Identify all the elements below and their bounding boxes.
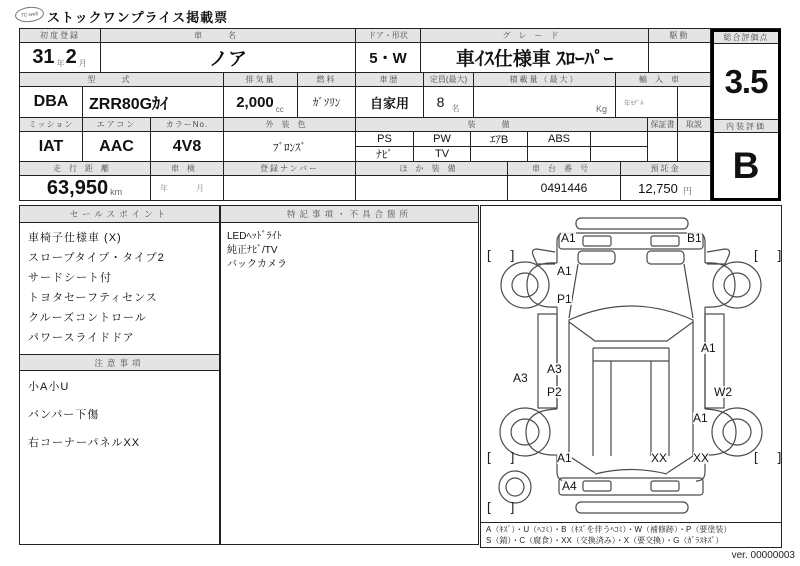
remarks-header: 特記事項・不具合箇所 [221,206,478,223]
equipment-cell-ps: PS [356,132,414,147]
cautions-header: 注意事項 [20,354,219,371]
mission-label: ミッション [20,118,83,132]
caution-item: 小A小U [28,381,70,393]
first-registration-label: 初度登録 [20,29,101,43]
displacement-value: 2,000 [236,93,274,111]
damage-label: XX [693,451,710,465]
ext-color-cell: ﾌﾞﾛﾝｽﾞ [224,132,356,162]
tailgate [559,478,703,495]
displacement-cell [224,87,298,118]
windshield [569,306,693,341]
deposit-label: 預託金 [621,162,711,176]
sales-point-item: パワースライドドア [28,332,135,344]
damage-diagram-box [480,205,782,548]
sales-points-header: セールスポイント [20,206,219,223]
interior-score-cell [714,133,778,198]
main-table [19,28,781,201]
rear-bumper [576,502,688,513]
import-flag-cell [678,87,711,118]
equipment-cell-blank1 [591,132,648,147]
capacity-unit: 名 [451,104,460,113]
model-code-cell: ZRR80Gｶｲ [83,87,224,118]
fuel-label: 燃料 [298,73,356,87]
chassis-no-cell: 0491446 [508,176,621,201]
damage-legend [481,522,781,547]
manual-cell [678,132,711,162]
caution-item: バンパー下傷 [28,409,100,421]
fuel-cell: ｶﾞｿﾘﾝ [298,87,356,118]
warranty-label: 保証書 [648,118,678,132]
interior-score-label: 内装評価 [714,119,778,133]
c-pillars [569,456,693,473]
equipment-cell-abs: ABS [528,132,591,147]
damage-label: A4 [562,479,577,493]
grade-label: グレード [421,29,649,43]
equipment-label: 装備 [356,118,648,132]
chassis-no-label: 車台番号 [508,162,621,176]
equipment-cell-blank3 [528,147,591,162]
equipment-cell-blank4 [591,147,648,162]
remark-item: LEDﾍｯﾄﾞﾗｲﾄ [227,231,282,242]
remarks-box [220,205,479,545]
overall-score-label: 総合評価点 [714,32,778,44]
damage-label: A1 [693,411,708,425]
mileage-label: 走行距離 [20,162,151,176]
damage-label: XX [651,451,668,465]
sales-point-item: スロープタイプ・タイプ2 [28,252,165,264]
damage-label: A1 [557,451,572,465]
deposit-unit: 円 [682,186,692,196]
deposit-cell [621,176,711,201]
manual-label: 取説 [678,118,711,132]
other-equipment-label: ほか装備 [356,162,508,176]
score-box [711,29,781,201]
damage-label: A1 [701,341,716,355]
first-reg-month-unit: 月 [78,59,87,68]
mileage-unit: km [110,187,123,197]
capacity-value: 8 [436,94,445,110]
damage-label: P1 [557,292,572,306]
headlight-right [647,251,684,264]
damage-label: W2 [714,385,732,399]
front-bumper [576,218,688,229]
damage-label: A1 [557,264,572,278]
mirror-left [533,249,556,264]
load-label: 積載量（最大） [474,73,616,87]
inspection-label: 車検 [151,162,224,176]
sales-points-box [19,205,220,545]
drive-cell [649,43,711,73]
model-prefix-cell: DBA [20,87,83,118]
remark-item: 純正ﾅﾋﾞ/TV [227,245,278,256]
import-car-label: 輸入車 [616,73,711,87]
import-model-year-cell [616,87,678,118]
damage-label: B1 [687,231,702,245]
history-cell: 自家用 [356,87,424,118]
car-name-label: 車名 [101,29,356,43]
headlight-left [578,251,615,264]
first-registration-cell [20,43,101,73]
first-reg-month: 2 [65,46,77,68]
load-unit: Kg [595,104,607,114]
equipment-cell-airb: ｴｱB [471,132,528,147]
caution-item: 右コーナーパネルXX [28,437,141,449]
equipment-cell-pw: PW [414,132,471,147]
a-pillars [569,264,693,318]
legend-line-1: A（ｷｽﾞ）・U（ﾍｺﾐ）・B（ｷｽﾞを伴うﾍｺﾐ）・W（補修跡）・P（要塗装） [486,525,732,534]
capacity-cell [424,87,474,118]
page-title: ストックワンプライス掲載票 [47,10,229,25]
floor-ramp [593,348,669,456]
sales-point-item: 車椅子仕様車 (X) [28,232,122,244]
displacement-unit: cc [275,105,284,114]
overall-score-cell [714,44,778,119]
damage-label: P2 [547,385,562,399]
corner-bracket: [ ] [485,249,517,264]
mirror-right [707,249,730,264]
reg-number-label: 登録ナンバー [224,162,356,176]
damage-label: A3 [513,371,528,385]
import-model-year-sublabel: 年ﾓﾃﾞﾙ [624,99,644,107]
other-equipment-cell [356,176,508,201]
interior-score-value: B [732,144,760,186]
inspection-cell: 年 月 [151,176,224,201]
damage-label: A1 [561,231,576,245]
corner-bracket: [ ] [485,451,517,466]
warranty-cell [648,132,678,162]
corner-bracket: [ ] [485,501,517,516]
sales-point-item: トヨタセーフティセンス [28,292,158,304]
model-code-label: 型式 [20,73,224,87]
drive-label: 駆動 [649,29,711,43]
load-cell [474,87,616,118]
mileage-value: 63,950 [46,176,109,199]
overall-score-value: 3.5 [724,62,768,100]
legend-line-2: S（錆）・C（腐食）・XX（交換済み）・X（要交換）・G（ｶﾞﾗｽｷｽﾞ） [486,535,724,545]
door-lines [569,322,693,456]
history-label: 車歴 [356,73,424,87]
ext-color-label: 外装色 [224,118,356,132]
equipment-cell-navi: ﾅﾋﾞ [356,147,414,162]
aircon-label: エアコン [83,118,151,132]
displacement-label: 排気量 [224,73,298,87]
sales-point-item: サードシート付 [28,272,112,284]
grade-cell: 車ｲｽ仕様車 ｽﾛｰﾊﾟｰ [421,43,649,73]
reg-number-cell [224,176,356,201]
mileage-cell [20,176,151,201]
equipment-cell-tv: TV [414,147,471,162]
aircon-cell: AAC [83,132,151,162]
color-no-cell: 4V8 [151,132,224,162]
front-grille [559,233,703,249]
corner-bracket: [ ] [752,249,784,264]
capacity-label: 定員(最大) [424,73,474,87]
corner-bracket: [ ] [752,451,784,466]
door-shape-cell: 5・W [356,43,421,73]
damage-label: A3 [547,362,562,376]
remark-item: バックカメラ [227,259,287,270]
sales-point-item: クルーズコントロール [28,312,147,324]
color-no-label: カラーNo. [151,118,224,132]
rear-glass [595,470,667,475]
version-text: ver. 00000003 [731,550,795,561]
tcweb-logo: TC-web [14,6,44,24]
first-reg-year: 31 [32,46,55,68]
mission-cell: IAT [20,132,83,162]
deposit-value: 12,750 [638,180,678,196]
door-shape-label: ドア・形状 [356,29,421,43]
car-name-cell: ノア [101,43,356,73]
equipment-cell-blank2 [471,147,528,162]
first-reg-year-unit: 年 [56,59,65,68]
car-top-view-diagram [481,206,784,522]
